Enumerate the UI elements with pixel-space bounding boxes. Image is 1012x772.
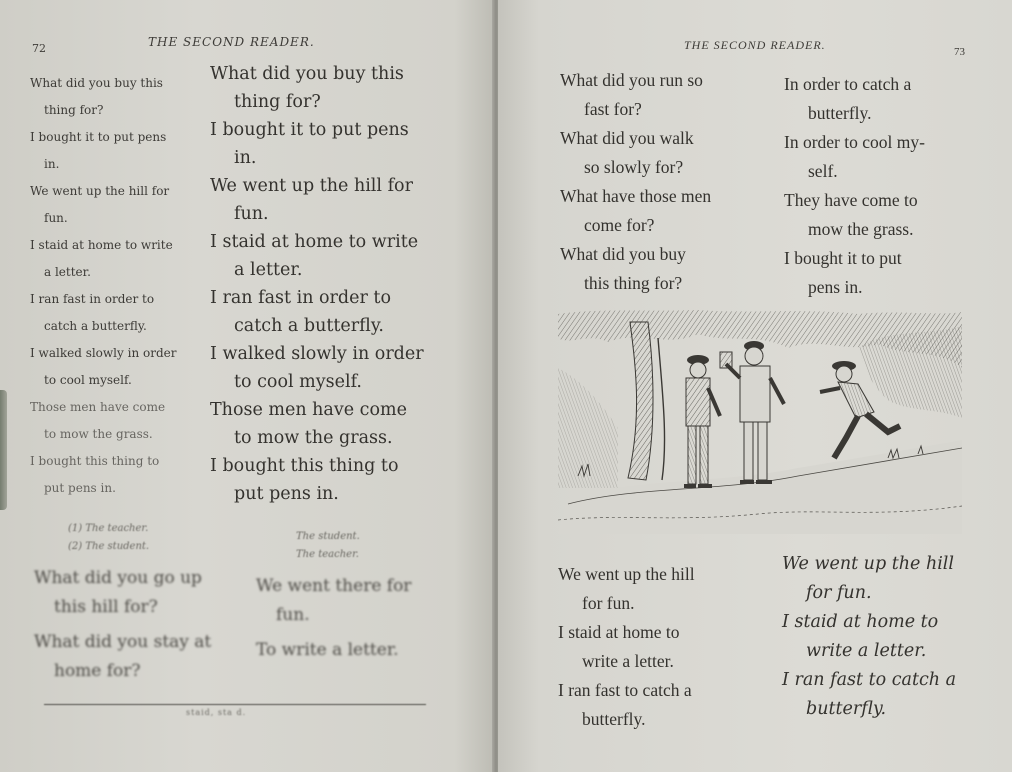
left-page <box>0 0 494 772</box>
running-head-right: THE SECOND READER. <box>684 38 826 52</box>
undergrowth-left <box>558 368 618 488</box>
bottom-left-sentence-2 <box>558 618 772 676</box>
small-line: a letter. <box>44 265 91 279</box>
right-question-3 <box>560 182 770 240</box>
small-sentence-2 <box>30 124 210 178</box>
engraving-illustration <box>558 308 962 534</box>
answer-line: self. <box>808 161 838 181</box>
question-line: this hill for? <box>54 597 158 617</box>
large-line: I ran fast in order to <box>210 288 391 308</box>
page-number-left: 72 <box>32 42 46 55</box>
answer-line: We went there for <box>256 576 412 596</box>
large-sentence-8 <box>210 452 470 508</box>
sentence-line: I staid at home to <box>558 622 680 642</box>
answer-line: mow the grass. <box>808 219 914 239</box>
script-line: We went up the hill <box>782 554 955 574</box>
large-line: to cool myself. <box>234 372 362 392</box>
small-type-column <box>30 70 210 502</box>
large-sentence-7 <box>210 396 470 452</box>
large-sentence-6 <box>210 340 470 396</box>
question-line: What did you stay at <box>34 632 212 652</box>
bottom-left-sentence-3 <box>558 676 772 734</box>
bottom-left-sentence-1 <box>558 560 772 618</box>
role-notes-right <box>296 528 360 564</box>
right-answer-1 <box>784 70 984 128</box>
small-sentence-6 <box>30 340 210 394</box>
dialogue-answer-1 <box>256 572 456 630</box>
large-sentence-1 <box>210 60 470 116</box>
small-line: I bought it to put pens <box>30 130 167 144</box>
bottom-right-script-sentences <box>782 550 992 724</box>
right-question-4 <box>560 240 770 298</box>
large-line: Those men have come <box>210 400 407 420</box>
large-line: put pens in. <box>234 484 339 504</box>
large-sentence-4 <box>210 228 470 284</box>
small-line: I bought this thing to <box>30 454 160 468</box>
small-line: fun. <box>44 211 68 225</box>
small-line: What did you buy this <box>30 76 163 90</box>
question-line: What did you go up <box>34 568 202 588</box>
tree-branch <box>658 338 665 480</box>
bottom-right-sentence-1 <box>782 550 992 608</box>
question-line: this thing for? <box>584 273 683 293</box>
role-note: (2) The student. <box>68 541 150 552</box>
large-line: thing for? <box>234 92 321 112</box>
sentence-line: I ran fast to catch a <box>558 680 692 700</box>
answer-line: I bought it to put <box>784 248 902 268</box>
large-line: We went up the hill for <box>210 176 413 196</box>
right-questions <box>560 66 770 298</box>
boy-with-book <box>720 341 784 482</box>
answer-line: pens in. <box>808 277 863 297</box>
right-answers <box>784 70 984 302</box>
question-line: What did you walk <box>560 128 694 148</box>
role-note: The student. <box>296 531 360 542</box>
dialogue-question-2 <box>34 628 244 686</box>
script-line: I staid at home to <box>782 612 939 632</box>
script-line: write a letter. <box>806 641 927 661</box>
dialogue-answers <box>256 572 456 665</box>
small-line: I walked slowly in order <box>30 346 177 360</box>
large-line: What did you buy this <box>210 64 404 84</box>
large-line: I staid at home to write <box>210 232 419 252</box>
question-line: home for? <box>54 661 141 681</box>
small-line: put pens in. <box>44 481 116 495</box>
right-answer-2 <box>784 128 984 186</box>
small-sentence-8 <box>30 448 210 502</box>
sentence-line: We went up the hill <box>558 564 695 584</box>
sentence-line: write a letter. <box>582 651 674 671</box>
page-edge-shadow <box>0 390 7 510</box>
small-sentence-5 <box>30 286 210 340</box>
footnote: staid, sta d. <box>186 708 247 717</box>
small-sentence-3 <box>30 178 210 232</box>
sentence-line: butterfly. <box>582 709 646 729</box>
question-line: What have those men <box>560 186 712 206</box>
right-question-2 <box>560 124 770 182</box>
bottom-left-sentences <box>558 560 772 734</box>
bottom-right-sentence-3 <box>782 666 992 724</box>
small-line: to mow the grass. <box>44 427 153 441</box>
large-line: I walked slowly in order <box>210 344 424 364</box>
question-line: so slowly for? <box>584 157 684 177</box>
large-sentence-2 <box>210 116 470 172</box>
right-question-1 <box>560 66 770 124</box>
dialogue-answer-2 <box>256 636 456 665</box>
large-line: in. <box>234 148 257 168</box>
small-line: We went up the hill for <box>30 184 170 198</box>
large-sentence-5 <box>210 284 470 340</box>
small-line: thing for? <box>44 103 104 117</box>
small-sentence-1 <box>30 70 210 124</box>
role-notes-left <box>68 520 149 556</box>
dialogue-question-1 <box>34 564 244 622</box>
question-line: come for? <box>584 215 655 235</box>
boy-with-cap <box>684 355 720 486</box>
small-line: catch a butterfly. <box>44 319 147 333</box>
right-answer-3 <box>784 186 984 244</box>
small-sentence-4 <box>30 232 210 286</box>
large-line: a letter. <box>234 260 303 280</box>
small-line: I ran fast in order to <box>30 292 155 306</box>
script-line: for fun. <box>806 583 872 603</box>
large-sentence-3 <box>210 172 470 228</box>
answer-line: fun. <box>276 605 310 625</box>
answer-line: To write a letter. <box>256 640 399 660</box>
footnote-rule <box>44 704 426 705</box>
small-sentence-7 <box>30 394 210 448</box>
small-line: Those men have come <box>30 400 166 414</box>
role-note: The teacher. <box>296 549 359 560</box>
large-line: catch a butterfly. <box>234 316 384 336</box>
large-line: to mow the grass. <box>234 428 393 448</box>
question-line: What did you run so <box>560 70 703 90</box>
role-note: (1) The teacher. <box>68 523 149 534</box>
large-line: I bought this thing to <box>210 456 399 476</box>
large-line: fun. <box>234 204 269 224</box>
running-head-left: THE SECOND READER. <box>148 35 315 49</box>
answer-line: In order to cool my- <box>784 132 925 152</box>
answer-line: They have come to <box>784 190 918 210</box>
large-type-column <box>210 60 470 508</box>
sentence-line: for fun. <box>582 593 635 613</box>
question-line: fast for? <box>584 99 642 119</box>
script-line: butterfly. <box>806 699 887 719</box>
small-line: I staid at home to write <box>30 238 173 252</box>
bottom-right-sentence-2 <box>782 608 992 666</box>
script-line: I ran fast to catch a <box>782 670 957 690</box>
large-line: I bought it to put pens <box>210 120 409 140</box>
answer-line: In order to catch a <box>784 74 912 94</box>
answer-line: butterfly. <box>808 103 872 123</box>
question-line: What did you buy <box>560 244 686 264</box>
page-number-right: 73 <box>954 46 965 58</box>
dialogue-questions <box>34 564 244 686</box>
tree-trunk <box>628 322 653 480</box>
small-line: in. <box>44 157 60 171</box>
right-answer-4 <box>784 244 984 302</box>
small-line: to cool myself. <box>44 373 132 387</box>
